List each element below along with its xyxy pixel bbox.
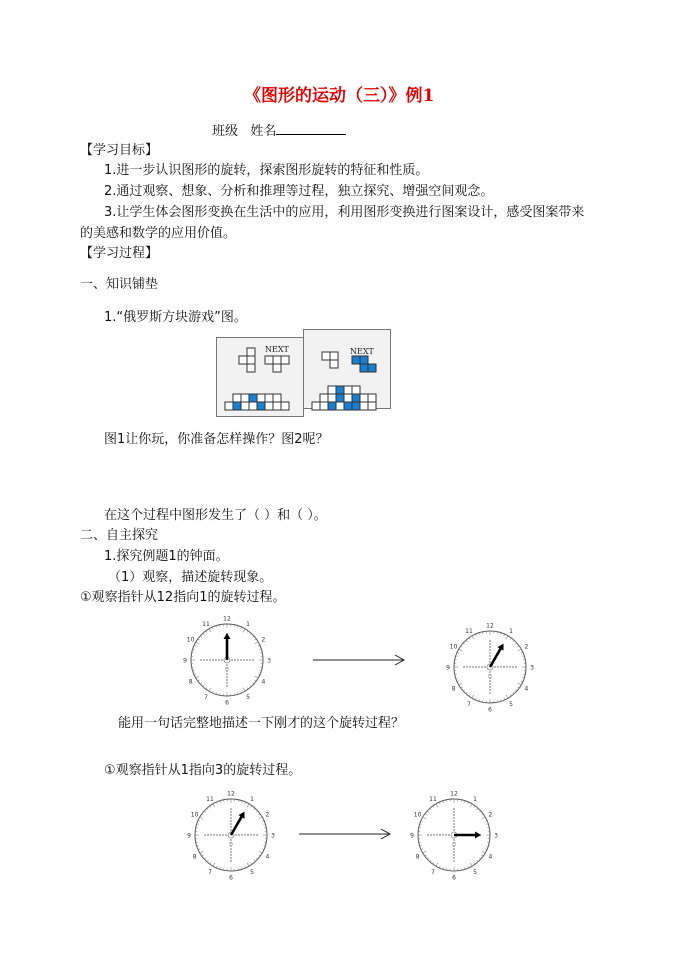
goal-item-3-cont: 的美感和数学的应用价值。 (80, 226, 237, 241)
clock-number: 6 (452, 874, 456, 882)
tetris-figure-1 (216, 337, 304, 417)
clock-number: 1 (509, 628, 513, 636)
clock-number: 3 (494, 832, 498, 840)
section1-heading: 一、知识铺垫 (80, 277, 159, 292)
next-label-1: NEXT (265, 345, 289, 354)
clock-number: 1 (473, 796, 477, 804)
process-header: 【学习过程】 (80, 246, 159, 261)
clock-number: 1 (246, 621, 250, 629)
section2-heading: 二、自主探究 (80, 528, 159, 543)
clock-1-second (188, 788, 274, 882)
clock-number: 9 (187, 832, 191, 840)
section2-item1: 1.探究例题1的钟面。 (104, 549, 229, 564)
clock-number: 10 (186, 636, 195, 644)
clock-hand-tip (224, 633, 231, 639)
clock-number: 4 (524, 685, 529, 693)
clock-hand (231, 816, 242, 835)
clock-1 (447, 620, 533, 714)
clock-number: 12 (486, 622, 494, 630)
clock-number: 1 (250, 796, 254, 804)
observation-1: ①观察指针从12指向1的旋转过程。 (80, 590, 286, 605)
clock-number: 11 (202, 621, 210, 629)
tetris-question: 图1让你玩，你准备怎样操作？图2呢？ (104, 432, 329, 447)
section1-item1: 1.“俄罗斯方块游戏”图。 (104, 310, 247, 325)
clock-number: 11 (429, 796, 437, 804)
clock-hand (490, 648, 501, 667)
svg-text:O: O (225, 667, 229, 673)
clock-number: 2 (261, 636, 266, 644)
clock-number: 3 (530, 664, 534, 672)
clock-number: 7 (204, 693, 208, 701)
clock-number: 10 (449, 643, 458, 651)
tetris-figure-2-svg (304, 330, 390, 416)
clock-number: 7 (431, 868, 435, 876)
clock-number: 12 (223, 615, 231, 623)
goal-item-3: 3.让学生体会图形变换在生活中的应用，利用图形变换进行图案设计，感受图案带来 (104, 205, 585, 220)
page-title: 《图形的运动（三）》例1 (244, 86, 435, 106)
tetris-figure-2 (303, 329, 391, 409)
svg-text:O: O (488, 674, 492, 680)
goal-item-1: 1.进一步认识图形的旋转，探索图形旋转的特征和性质。 (104, 163, 429, 178)
right-arrow-1 (311, 654, 407, 666)
class-name-line (212, 122, 346, 140)
clock-number: 11 (465, 628, 473, 636)
clock-number: 7 (208, 868, 212, 876)
clock-number: 8 (415, 853, 420, 861)
clock-number: 3 (271, 832, 275, 840)
clock-number: 9 (183, 657, 187, 665)
class-label: 班级 (212, 124, 239, 139)
section2-sub1: （1）观察，描述旋转现象。 (108, 570, 273, 585)
svg-text:O: O (452, 842, 456, 848)
clock-3 (411, 788, 497, 882)
clock-number: 5 (246, 693, 250, 701)
clock-number: 10 (413, 811, 422, 819)
clock-number: 7 (467, 700, 471, 708)
clock-number: 8 (188, 678, 193, 686)
clock-number: 12 (227, 790, 235, 798)
svg-text:O: O (229, 842, 233, 848)
clock-number: 12 (450, 790, 458, 798)
clock-number: 5 (473, 868, 477, 876)
rotation-question: 能用一句话完整地描述一下刚才的这个旋转过程？ (118, 716, 405, 731)
clock-12 (184, 613, 270, 707)
clock-number: 9 (446, 664, 450, 672)
clock-number: 2 (524, 643, 529, 651)
goal-item-2: 2.通过观察、想象、分析和推理等过程，独立探究、增强空间观念。 (104, 184, 494, 199)
clock-number: 3 (267, 657, 271, 665)
next-label-2: NEXT (350, 347, 374, 356)
fill-in-sentence: 在这个过程中图形发生了（ ）和（ ）。 (104, 508, 327, 523)
clock-number: 11 (206, 796, 214, 804)
clock-number: 8 (192, 853, 197, 861)
clock-number: 10 (190, 811, 199, 819)
name-label: 姓名 (250, 124, 277, 139)
clock-number: 4 (488, 853, 493, 861)
clock-number: 2 (265, 811, 270, 819)
right-arrow-2 (297, 828, 393, 840)
clock-number: 6 (229, 874, 233, 882)
clock-number: 8 (451, 685, 456, 693)
clock-number: 9 (410, 832, 414, 840)
clock-number: 6 (225, 699, 229, 707)
goals-header: 【学习目标】 (80, 143, 159, 158)
clock-hand-tip (475, 832, 481, 839)
clock-number: 6 (488, 706, 492, 714)
clock-number: 5 (509, 700, 513, 708)
clock-number: 2 (488, 811, 493, 819)
observation-2: ①观察指针从1指向3的旋转过程。 (104, 763, 302, 778)
clock-number: 4 (261, 678, 266, 686)
name-blank (276, 122, 346, 135)
tetris-figure-1-svg (217, 338, 303, 416)
clock-number: 4 (265, 853, 270, 861)
clock-number: 5 (250, 868, 254, 876)
